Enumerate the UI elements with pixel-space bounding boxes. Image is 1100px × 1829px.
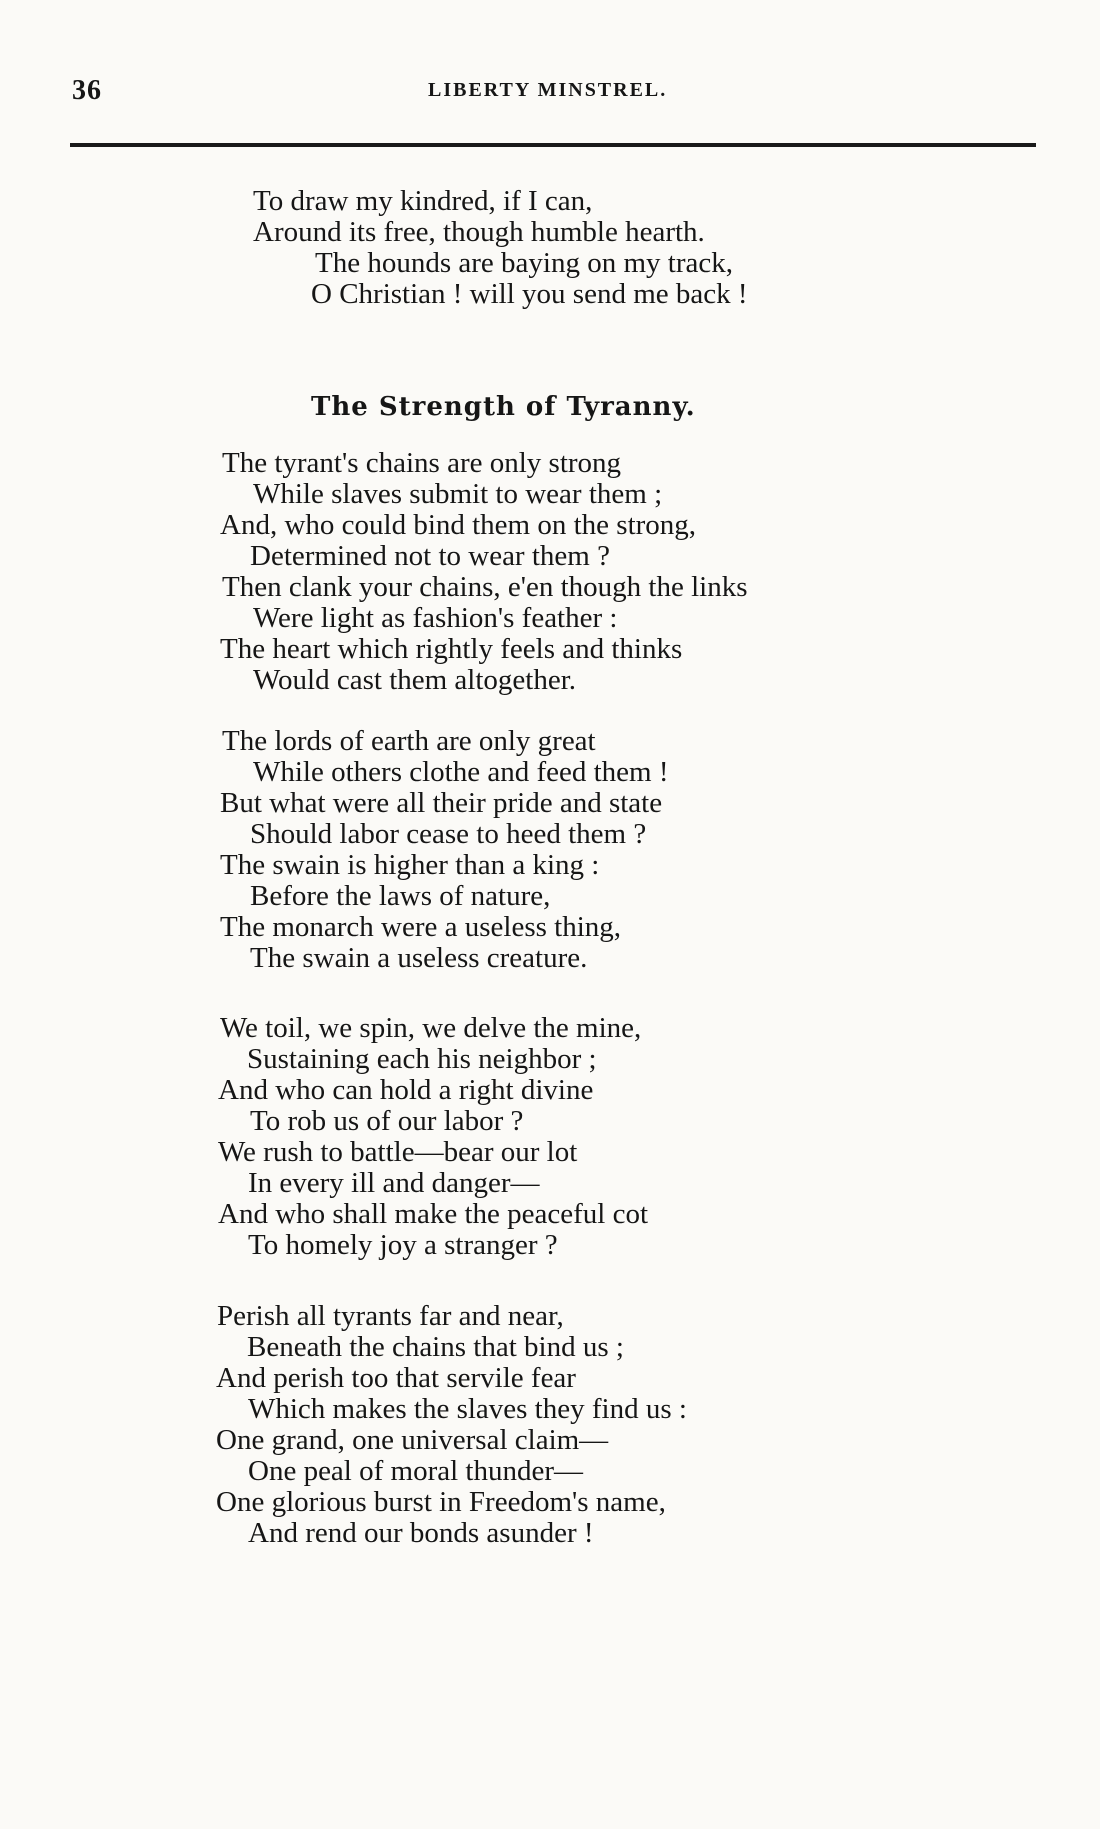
poem-line: The hounds are baying on my track, <box>315 247 733 279</box>
poem-line: To draw my kindred, if I can, <box>253 185 593 217</box>
poem-line: The monarch were a useless thing, <box>220 911 622 943</box>
poem-line: And who shall make the peaceful cot <box>218 1198 649 1230</box>
poem-line: And, who could bind them on the strong, <box>220 509 697 541</box>
poem-line: Which makes the slaves they find us : <box>248 1393 687 1425</box>
poem-line: One peal of moral thunder— <box>248 1455 584 1487</box>
poem-line: To homely joy a stranger ? <box>248 1229 558 1261</box>
poem-line: One grand, one universal claim— <box>216 1424 609 1456</box>
poem-line: Perish all tyrants far and near, <box>217 1300 564 1332</box>
poem-line: But what were all their pride and state <box>220 787 663 819</box>
poem-line: And perish too that servile fear <box>216 1362 576 1394</box>
poem-line: Determined not to wear them ? <box>250 540 610 572</box>
poem-line: While others clothe and feed them ! <box>253 756 669 788</box>
poem-line: The swain a useless creature. <box>250 942 588 974</box>
poem-line: The heart which rightly feels and thinks <box>220 633 683 665</box>
page-number: 36 <box>72 75 102 106</box>
poem-line: Should labor cease to heed them ? <box>250 818 647 850</box>
poem-line: Before the laws of nature, <box>250 880 551 912</box>
poem-line: In every ill and danger— <box>248 1167 540 1199</box>
poem-line: While slaves submit to wear them ; <box>253 478 663 510</box>
poem-line: The lords of earth are only great <box>222 725 596 757</box>
header-rule <box>70 143 1036 147</box>
poem-line: The swain is higher than a king : <box>220 849 600 881</box>
poem-line: And who can hold a right divine <box>218 1074 594 1106</box>
poem-line: And rend our bonds asunder ! <box>248 1517 594 1549</box>
poem-line: Were light as fashion's feather : <box>253 602 618 634</box>
running-title: LIBERTY MINSTREL. <box>428 79 668 101</box>
poem-title: The Strength of Tyranny. <box>311 392 696 422</box>
poem-line: Sustaining each his neighbor ; <box>247 1043 597 1075</box>
poem-line: We toil, we spin, we delve the mine, <box>220 1012 642 1044</box>
poem-line: O Christian ! will you send me back ! <box>311 278 748 310</box>
poem-line: Beneath the chains that bind us ; <box>247 1331 624 1363</box>
poem-line: To rob us of our labor ? <box>250 1105 524 1137</box>
poem-line: One glorious burst in Freedom's name, <box>216 1486 666 1518</box>
poem-line: Around its free, though humble hearth. <box>253 216 705 248</box>
poem-line: Then clank your chains, e'en though the links <box>222 571 748 603</box>
poem-line: Would cast them altogether. <box>253 664 577 696</box>
poem-line: We rush to battle—bear our lot <box>218 1136 578 1168</box>
page-header <box>0 75 1100 115</box>
poem-line: The tyrant's chains are only strong <box>222 447 622 479</box>
